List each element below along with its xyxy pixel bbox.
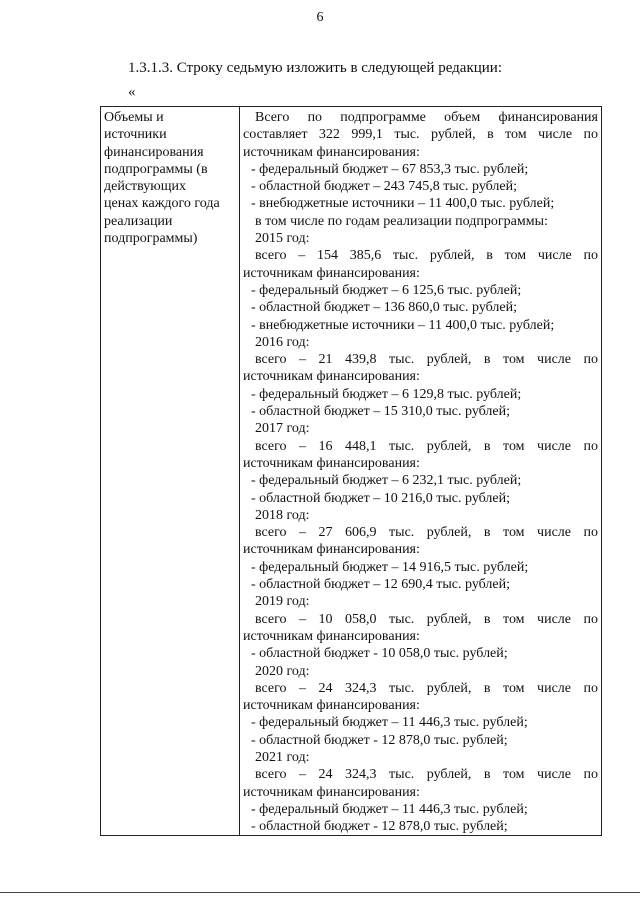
page-number: 6 xyxy=(316,10,324,25)
content-line: источникам финансирования: xyxy=(243,144,420,160)
content-line: - областной бюджет - 12 878,0 тыс. рублей; xyxy=(251,732,508,748)
content-line: 2016 год: xyxy=(255,334,310,350)
label-line: подпрограммы (в xyxy=(104,161,208,177)
content-line: всего – 24 324,3 тыс. рублей, в том числе по xyxy=(255,680,598,696)
label-line: ценах каждого года xyxy=(104,196,220,212)
content-line: - федеральный бюджет – 11 446,3 тыс. рублей; xyxy=(251,801,528,817)
content-line: - областной бюджет – 12 690,4 тыс. рублей; xyxy=(251,577,510,593)
content-line: - областной бюджет – 15 310,0 тыс. рублей; xyxy=(251,404,510,420)
content-line: - областной бюджет - 12 878,0 тыс. рублей; xyxy=(251,819,508,835)
label-lines xyxy=(104,109,236,247)
content-line: - областной бюджет - 10 058,0 тыс. рублей; xyxy=(251,646,508,662)
content-line: всего – 21 439,8 тыс. рублей, в том числе по xyxy=(255,352,598,368)
content-line: 2021 год: xyxy=(255,749,310,765)
label-line: действующих xyxy=(104,179,187,195)
content-line: - федеральный бюджет – 6 125,6 тыс. рублей; xyxy=(251,282,522,298)
opening-quote-mark: « xyxy=(128,84,136,100)
content-line: 2015 год: xyxy=(255,231,310,247)
content-line: Всего по подпрограмме объем финансирования xyxy=(255,110,598,125)
content-line: - федеральный бюджет – 6 129,8 тыс. рублей; xyxy=(251,386,522,402)
content-line: составляет 322 999,1 тыс. рублей, в том числе по xyxy=(243,127,598,143)
content-line: - федеральный бюджет – 14 916,5 тыс. рублей; xyxy=(251,559,529,575)
content-line: - внебюджетные источники – 11 400,0 тыс. рублей; xyxy=(251,196,555,212)
content-line: всего – 154 385,6 тыс. рублей, в том числе по xyxy=(255,248,598,264)
content-line: источникам финансирования: xyxy=(243,542,420,558)
label-line: финансирования xyxy=(104,144,204,160)
label-cell xyxy=(101,107,240,836)
amendment-instruction: 1.3.1.3. Строку седьмую изложить в следующей редакции: xyxy=(128,60,502,76)
content-line: - федеральный бюджет – 11 446,3 тыс. рублей; xyxy=(251,715,528,731)
content-line: всего – 10 058,0 тыс. рублей, в том числе по xyxy=(255,611,598,627)
bottom-rule xyxy=(0,892,640,893)
content-line: 2018 год: xyxy=(255,507,310,523)
content-line: - областной бюджет – 243 745,8 тыс. рублей; xyxy=(251,179,517,195)
financing-table xyxy=(100,106,602,836)
label-line: подпрограммы) xyxy=(104,231,198,247)
content-line: источникам финансирования: xyxy=(243,265,420,281)
label-line: Объемы и xyxy=(104,110,164,125)
label-line: источники xyxy=(104,127,167,143)
content-lines xyxy=(243,109,598,835)
content-cell xyxy=(240,107,602,836)
content-line: источникам финансирования: xyxy=(243,369,420,385)
content-line: 2017 год: xyxy=(255,421,310,437)
content-line: - областной бюджет – 136 860,0 тыс. рублей; xyxy=(251,300,517,316)
content-line: 2019 год: xyxy=(255,594,310,610)
content-line: всего – 27 606,9 тыс. рублей, в том числе по xyxy=(255,525,598,541)
content-line: - федеральный бюджет – 6 232,1 тыс. рублей; xyxy=(251,473,522,489)
content-line: - внебюджетные источники – 11 400,0 тыс. рублей; xyxy=(251,317,555,333)
content-line: источникам финансирования: xyxy=(243,784,420,800)
content-line: всего – 24 324,3 тыс. рублей, в том числе по xyxy=(255,767,598,783)
content-line: источникам финансирования: xyxy=(243,698,420,714)
content-line: источникам финансирования: xyxy=(243,628,420,644)
content-line: источникам финансирования: xyxy=(243,455,420,471)
content-line: - федеральный бюджет – 67 853,3 тыс. рублей; xyxy=(251,161,529,177)
content-line: 2020 год: xyxy=(255,663,310,679)
label-line: реализации xyxy=(104,213,173,229)
table-row xyxy=(101,107,602,836)
content-line: - областной бюджет – 10 216,0 тыс. рублей; xyxy=(251,490,510,506)
content-line: в том числе по годам реализации подпрограммы: xyxy=(255,213,548,229)
content-line: всего – 16 448,1 тыс. рублей, в том числе по xyxy=(255,438,598,454)
